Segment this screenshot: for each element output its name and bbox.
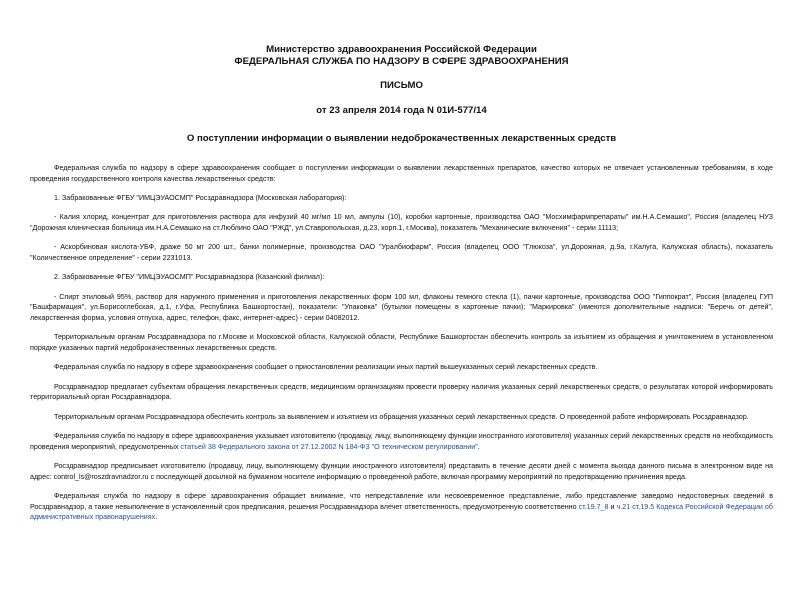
document-subject: О поступлении информации о выявлении недоброкачественных лекарственных средств [186, 133, 617, 144]
paragraph-item-potassium: - Калия хлорид, концентрат для приготовления раствора для инфузий 40 мг/мл 10 мл, ампулы (10), коробки картонные, производства ОАО "Мосхимфармпрепараты" им.Н.А.Семашко", Россия (владелец НУЗ "Дорожная клиническая больница им.Н.А.Семашко на ст.Люблино ОАО "РЖД", ул.Ставропольская, д.23, корп.1, г.Москва), показатель "Механические включения" - серии 11113; [30, 213, 773, 232]
document-date-number: от 23 апреля 2014 года N 01И-577/14 [316, 105, 487, 116]
paragraph-text: Федеральная служба по надзору в сфере здравоохранения указывает изготовителю (продавцу, лицу, выполняющему функции иностранного изготовителя) указанных серий лекарственных средств на необходимость проведения мероприятий, предусмотренных [30, 432, 773, 451]
service-heading: ФЕДЕРАЛЬНАЯ СЛУЖБА ПО НАДЗОРУ В СФЕРЕ ЗДРАВООХРАНЕНИЯ [234, 56, 569, 67]
paragraph-prescription: Росздравнадзор предписывает изготовителю (продавцу, лицу, выполняющему функции иностранного изготовителя) представить в течение десяти дней с момента выхода данного письма в электронном виде на адрес: control_ls@roszdravnadzor.ru с последующей досылкой на бумажном носителе информацию о проведенной работе, включая программу мероприятий по предотвращению причинения вреда. [30, 462, 773, 481]
paragraph-section-2: 2. Забракованные ФГБУ "ИМЦЭУАОСМП" Росздравнадзора (Казанский филиал): [54, 273, 325, 282]
paragraph-text: и [608, 502, 617, 511]
document-type: ПИСЬМО [380, 80, 423, 91]
paragraph-text: Федеральная служба по надзору в сфере здравоохранения обращает внимание, что непредставление или несвоевременное представление, либо представление заведомо недостоверных сведений в Росздравнадзор, а также невыполнение в установленный срок предписания, решения Росздравнадзора влечет ответственность, предусмотренную соответственно [30, 492, 773, 511]
law-article-38-link[interactable]: статьей 38 Федерального закона от 27.12.2002 N 184-ФЗ "О техническом регулировании" [180, 442, 478, 451]
paragraph-suspension: Федеральная служба по надзору в сфере здравоохранения сообщает о приостановлении реализации иных партий вышеуказанных серий лекарственных средств. [54, 363, 598, 372]
paragraph-check-proposal: Росздравнадзор предлагает субъектам обращения лекарственных средств, медицинским организациям провести проверку наличия указанных серий лекарственных средств, о результатах которой информировать территориальный орган Росздравнадзора. [30, 382, 773, 402]
paragraph-section-1: 1. Забракованные ФГБУ "ИМЦЭУАОСМП" Росздравнадзора (Московская лаборатория): [54, 193, 347, 202]
paragraph-intro: Федеральная служба по надзору в сфере здравоохранения сообщает о поступлении информации о выявлении лекарственных препаратов, качество которых не отвечает установленным требованиям, в ходе проведения государственного контроля качества лекарственных средств: [30, 164, 773, 183]
paragraph-text: . [155, 513, 158, 522]
code-article-19-5-link[interactable]: ч.21 ст.19.5 Кодекса Российской Федерации об административных правонарушениях [30, 502, 773, 522]
paragraph-territorial-control: Территориальным органам Росздравнадзора по г.Москве и Московской области, Калужской области, Республике Башкортостан обеспечить контроль за изъятием из обращения и уничтожением в установленном порядке указанных партий недоброкачественных лекарственных средств. [30, 333, 773, 352]
ministry-heading: Министерство здравоохранения Российской Федерации [266, 44, 537, 55]
paragraph-item-ascorbic: - Аскорбиновая кислота-УБФ, драже 50 мг 200 шт., банки полимерные, производства ОАО "Уралбиофарм", Россия (владелец ООО "Глюкоза", ул.Дорожная, д.9а, г.Калуга, Калужская область), показатель "Количественное определение" - серии 2231013. [30, 243, 773, 262]
paragraph-item-ethanol: - Спирт этиловый 95%, раствор для наружного применения и приготовления лекарственных форм 100 мл, флаконы темного стекла (1), пачки картонные, производства ООО "Гиппократ", Россия (владелец ГУП "Башфармация", ул.Борисоглебская, д.1, г.Уфа, Республика Башкортостан), показатели: "Упаковка" (бутылки помещены в картонные пачки); "Маркировка" (имеются дополнительные надписи: "Беречь от детей", лекарственная форма, условия отпуска, адрес, телефон, факс, интернет-адрес) - серии 04082012. [30, 292, 773, 322]
code-article-19-7-8-link[interactable]: ст.19.7_8 [578, 502, 609, 511]
paragraph-manufacturer-notice [30, 431, 773, 452]
document-page [0, 44, 807, 615]
document-body [30, 163, 773, 523]
paragraph-text: . [477, 442, 480, 451]
paragraph-responsibility [30, 491, 773, 523]
paragraph-territorial-monitoring: Территориальным органам Росздравнадзора обеспечить контроль за выявлением и изъятием из обращения указанных серий лекарственных средств. О проведенной работе информировать Росздравнадзор. [54, 412, 749, 421]
